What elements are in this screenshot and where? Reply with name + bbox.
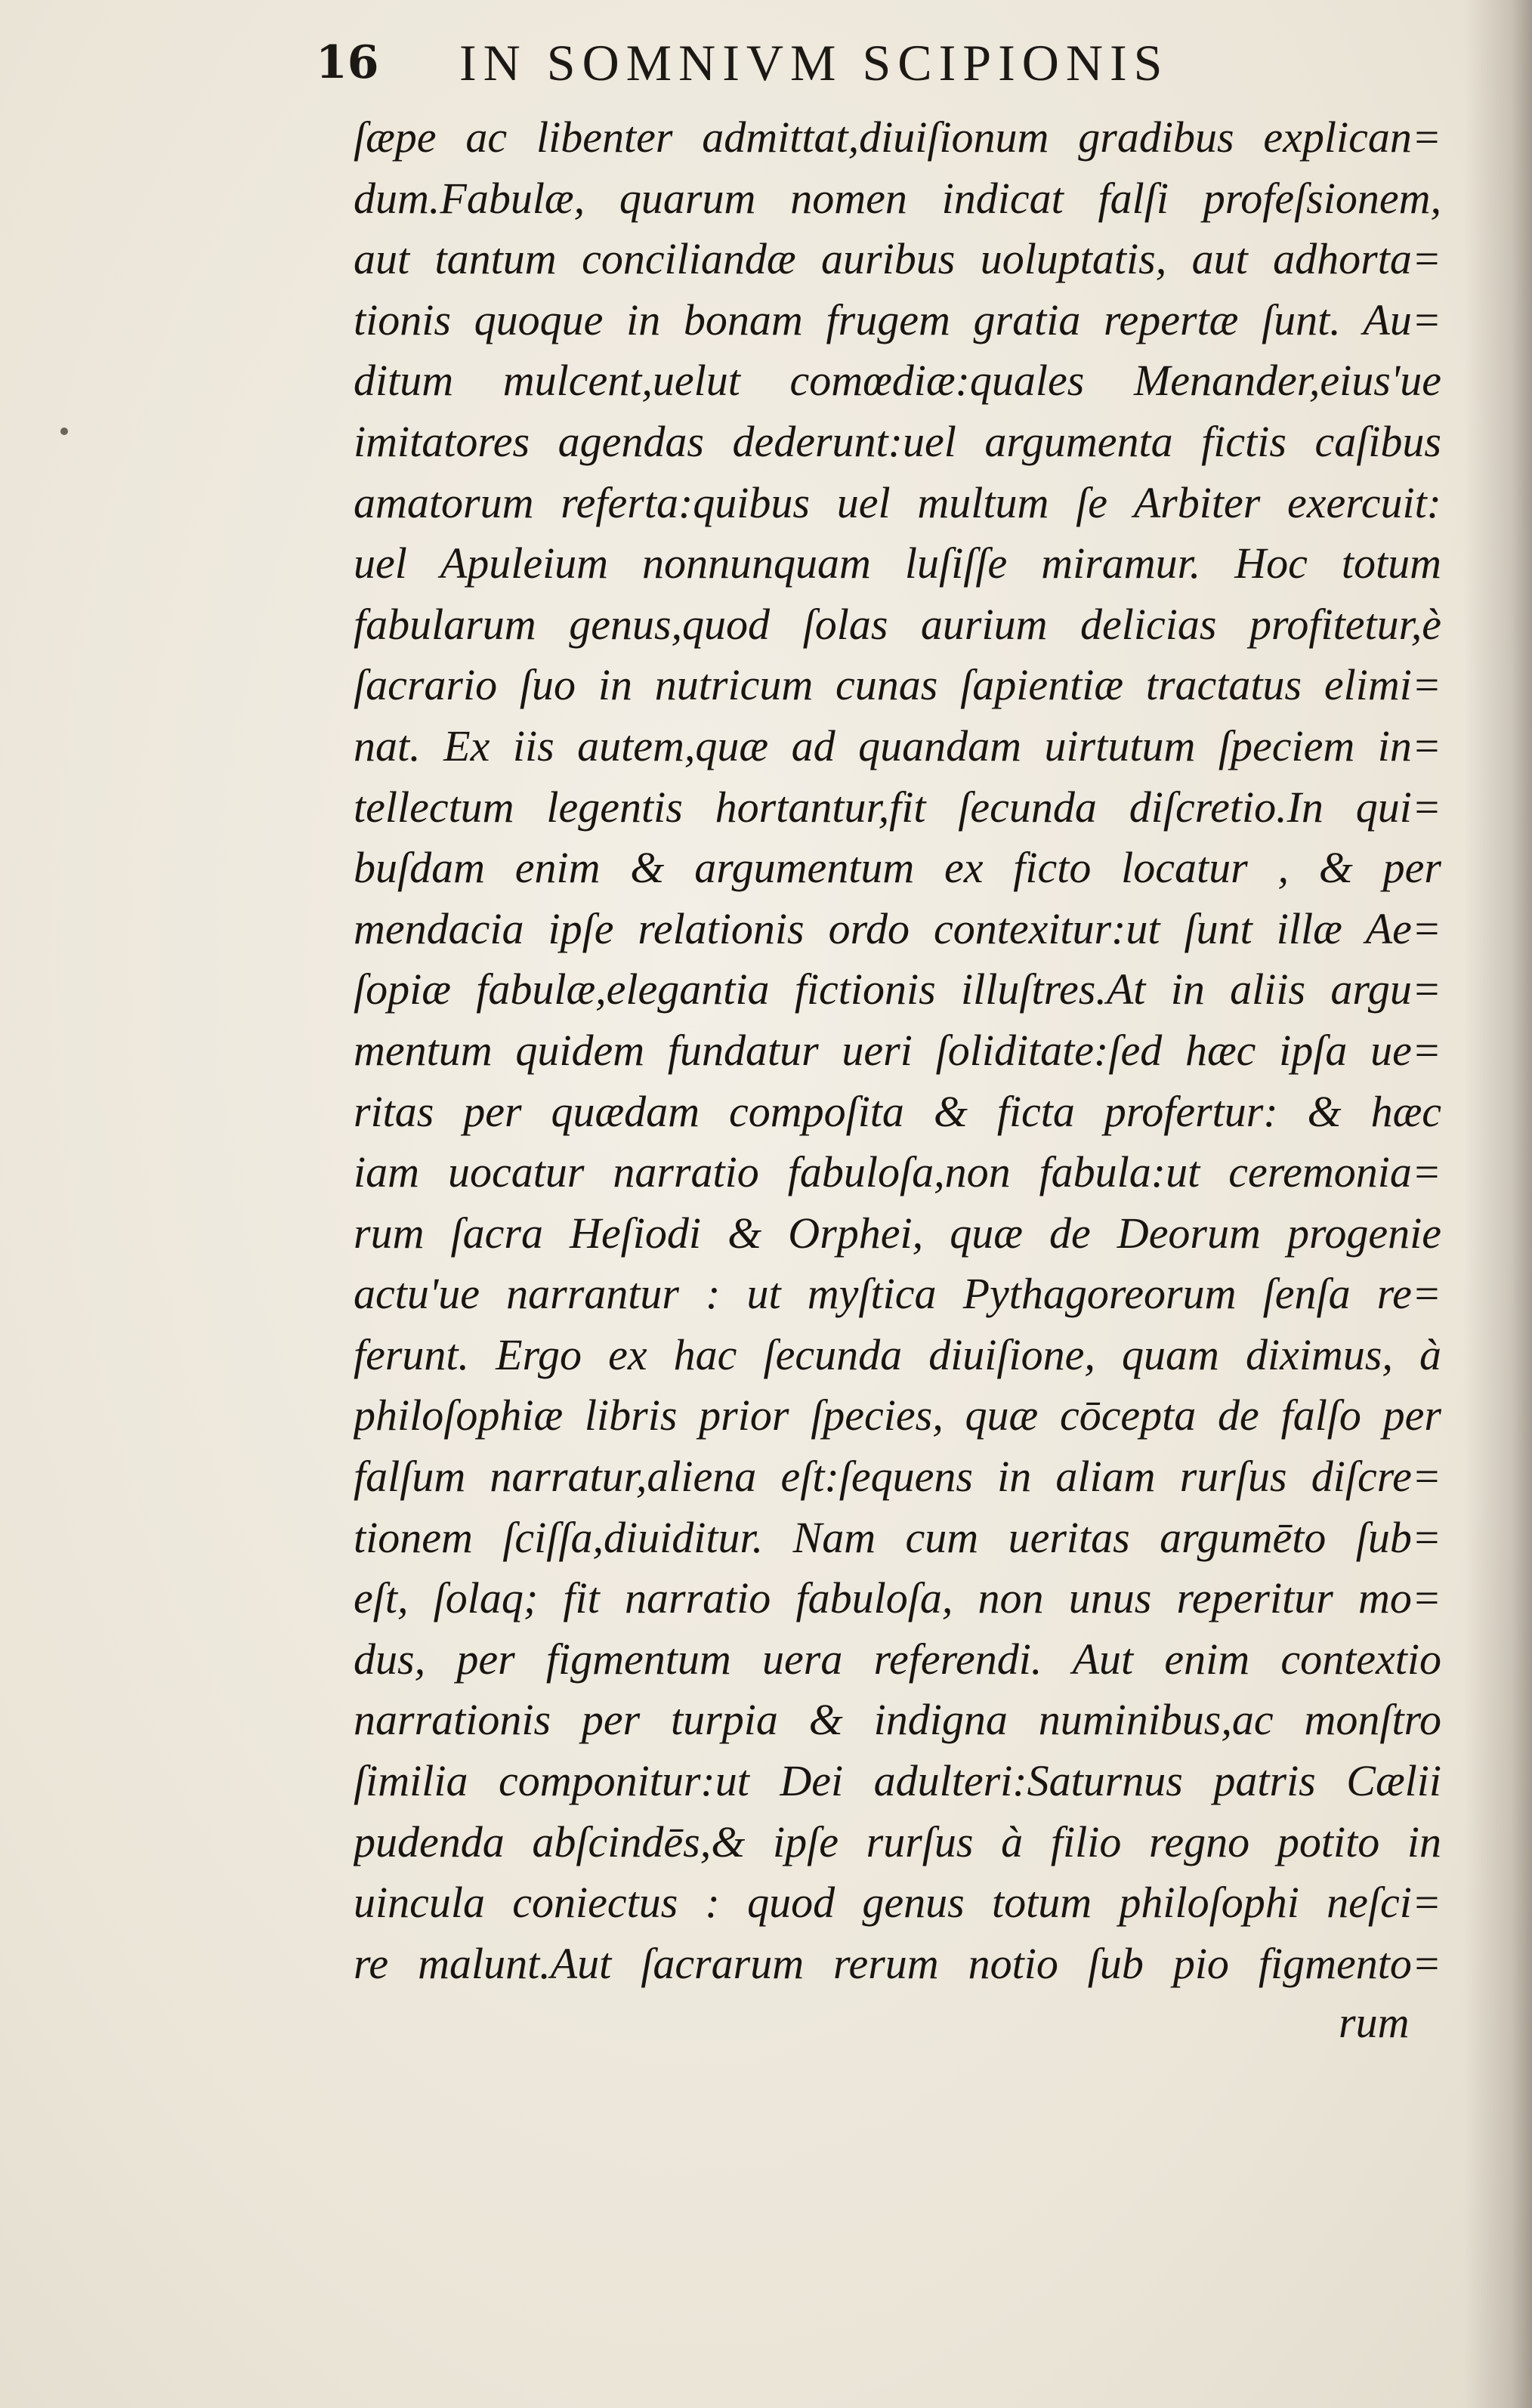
- text-line: falſum narratur,aliena eſt:ſequens in aliam rurſus diſcre=: [354, 1452, 1441, 1502]
- text-line: philoſophiæ libris prior ſpecies, quæ cōcepta de falſo per: [354, 1391, 1441, 1440]
- text-line: imitatores agendas dederunt:uel argumenta fictis caſibus: [354, 416, 1441, 466]
- text-line: uel Apuleium nonnunquam luſiſſe miramur. Hoc totum: [354, 539, 1441, 588]
- text-line: ſæpe ac libenter admittat,diuiſionum gradibus explican=: [354, 113, 1441, 162]
- text-line: pudenda abſcindēs,& ipſe rurſus à filio regno potito in: [354, 1817, 1441, 1866]
- text-line: ferunt. Ergo ex hac ſecunda diuiſione, quam diximus, à: [354, 1329, 1441, 1379]
- text-line: ditum mulcent,uelut comœdiæ:quales Menander,eius'ue: [354, 356, 1441, 406]
- text-line: iam uocatur narratio fabuloſa,non fabula:ut ceremonia=: [354, 1147, 1441, 1197]
- text-line: ſacrario ſuo in nutricum cunas ſapientiæ tractatus elimi=: [354, 660, 1441, 710]
- running-head: IN SOMNIVM SCIPIONIS: [459, 34, 1169, 91]
- text-line: amatorum referta:quibus uel multum ſe Arbiter exercuit:: [354, 477, 1441, 527]
- text-line: mendacia ipſe relationis ordo contexitur:ut ſunt illæ Ae=: [354, 903, 1441, 953]
- text-line: fabularum genus,quod ſolas aurium delicias profitetur,è: [354, 599, 1441, 649]
- text-line: dus, per figmentum uera referendi. Aut enim contextio: [354, 1634, 1441, 1684]
- text-line: uincula coniectus : quod genus totum philoſophi neſci=: [354, 1878, 1441, 1928]
- text-line: ſopiæ fabulæ,elegantia fictionis illuſtres.At in aliis argu=: [354, 965, 1441, 1014]
- text-line: dum.Fabulæ, quarum nomen indicat falſi profeſsionem,: [354, 173, 1441, 223]
- margin-mark: [60, 428, 68, 435]
- text-line: aut tantum conciliandæ auribus uoluptatis, aut adhorta=: [354, 234, 1441, 284]
- text-line: tionem ſciſſa,diuiditur. Nam cum ueritas argumēto ſub=: [354, 1512, 1441, 1562]
- text-line: buſdam enim & argumentum ex ficto locatur , & per: [354, 843, 1441, 893]
- gutter-shadow: [1464, 0, 1532, 2408]
- catchword: rum: [1339, 1998, 1410, 2047]
- text-line: narrationis per turpia & indigna numinibus,ac monſtro: [354, 1695, 1441, 1745]
- text-line: ſimilia componitur:ut Dei adulteri:Saturnus patris Cælii: [354, 1756, 1441, 1806]
- page-number: 16: [316, 36, 379, 89]
- text-line: re malunt.Aut ſacrarum rerum notio ſub pio figmento=: [354, 1938, 1441, 1988]
- text-line: actu'ue narrantur : ut myſtica Pythagoreorum ſenſa re=: [354, 1269, 1441, 1319]
- page-header: [316, 29, 1351, 97]
- text-line: tionis quoque in bonam frugem gratia repertæ ſunt. Au=: [354, 295, 1441, 344]
- text-line: rum ſacra Heſiodi & Orphei, quæ de Deorum progenie: [354, 1208, 1441, 1258]
- text-line: mentum quidem fundatur ueri ſoliditate:ſed hæc ipſa ue=: [354, 1025, 1441, 1075]
- text-line: eſt, ſolaq; fit narratio fabuloſa, non unus reperitur mo=: [354, 1573, 1441, 1623]
- text-line: nat. Ex iis autem,quæ ad quandam uirtutum ſpeciem in=: [354, 721, 1441, 770]
- text-line: tellectum legentis hortantur,fit ſecunda diſcretio.In qui=: [354, 782, 1441, 832]
- body-text: [354, 107, 1441, 1994]
- text-line: ritas per quædam compoſita & ficta profertur: & hæc: [354, 1086, 1441, 1136]
